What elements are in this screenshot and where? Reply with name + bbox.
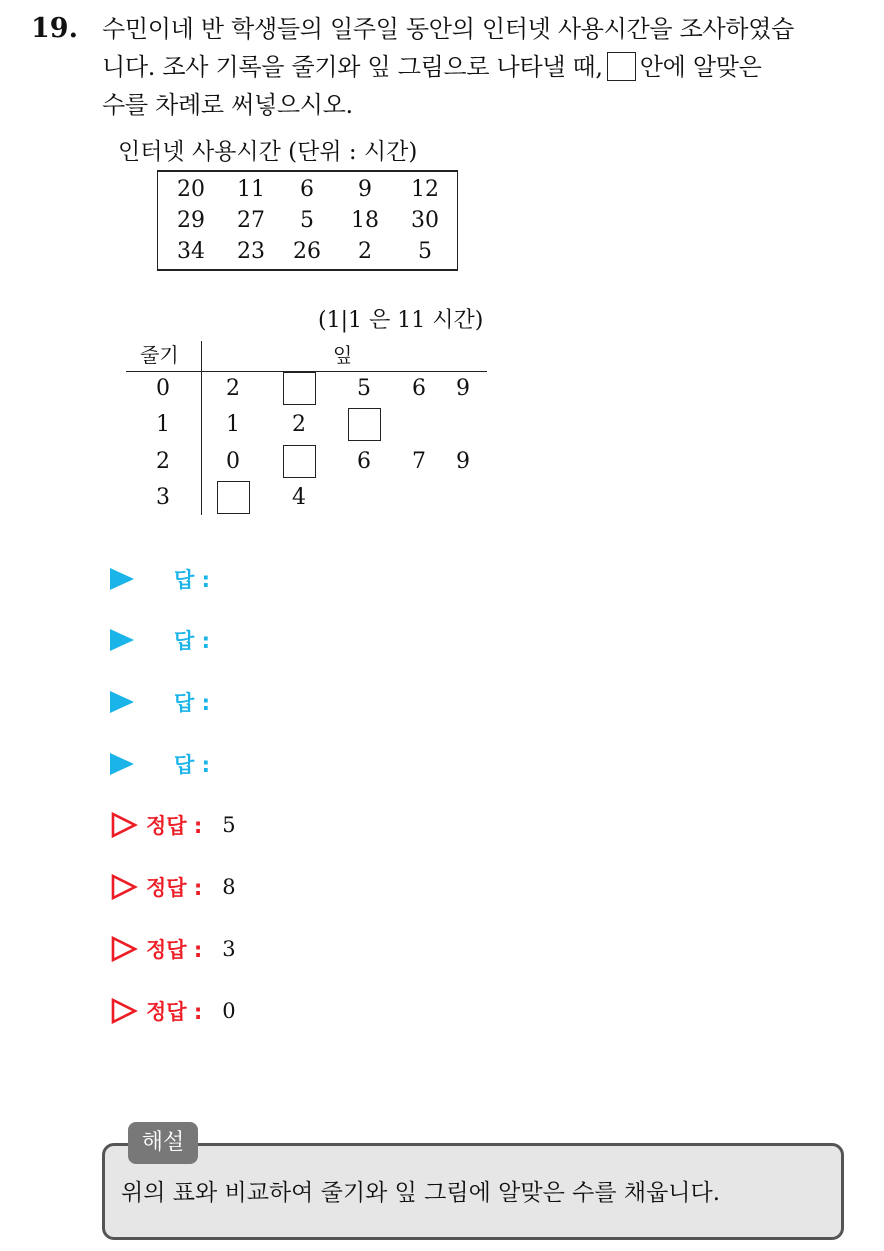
stem-header: 줄기 (140, 343, 179, 367)
leaf: 9 (456, 376, 470, 401)
table-row (158, 236, 457, 267)
leaf-blank-box (348, 408, 381, 441)
table-cell: 20 (177, 177, 205, 202)
table-cell: 11 (237, 177, 265, 202)
correct-answer-label: 정답 : (146, 1000, 203, 1024)
table-cell: 2 (358, 239, 372, 264)
explanation-text: 위의 표와 비교하여 줄기와 잎 그림에 알맞은 수를 채웁니다. (121, 1180, 721, 1206)
leaf: 4 (292, 485, 306, 510)
table-cell: 9 (358, 177, 372, 202)
leaf: 6 (357, 449, 371, 474)
correct-answer-value: 3 (222, 937, 236, 961)
table-cell: 18 (351, 208, 379, 233)
play-arrow-icon (110, 691, 134, 713)
leaf: 6 (412, 376, 426, 401)
correct-answer-label: 정답 : (146, 876, 203, 900)
stem-1: 1 (156, 412, 170, 437)
blank-box-icon (607, 52, 636, 81)
problem-text-line-3: 수를 차례로 써넣으시오. (102, 91, 353, 119)
explanation-tab: 해설 (128, 1122, 198, 1164)
data-table (157, 170, 458, 271)
correct-answer-value: 5 (222, 813, 236, 837)
play-arrow-icon (110, 753, 134, 775)
correct-answer-row (110, 933, 236, 965)
answer-row (110, 686, 210, 718)
table-cell: 27 (237, 208, 265, 233)
stem-3: 3 (156, 485, 170, 510)
answer-label: 답 : (174, 568, 210, 592)
table-cell: 5 (418, 239, 432, 264)
leaf-header: 잎 (333, 343, 353, 367)
leaf-blank-box (217, 481, 250, 514)
correct-answer-value: 0 (222, 999, 236, 1023)
play-arrow-icon (110, 568, 134, 590)
stem-0: 0 (156, 376, 170, 401)
stem-leaf-divider-vertical (201, 341, 202, 515)
answer-row (110, 748, 210, 780)
table-row (158, 174, 457, 205)
problem-text-line-2-start: 니다. 조사 기록을 줄기와 잎 그림으로 나타낼 때, (102, 53, 603, 81)
table-cell: 6 (300, 177, 314, 202)
leaf: 5 (357, 376, 371, 401)
problem-text-line-2-end: 안에 알맞은 (639, 53, 762, 81)
table-cell: 5 (300, 208, 314, 233)
play-arrow-icon (110, 629, 134, 651)
leaf: 9 (456, 449, 470, 474)
table-cell: 34 (177, 239, 205, 264)
answer-label: 답 : (174, 629, 210, 653)
table-row (158, 205, 457, 236)
leaf: 2 (292, 412, 306, 437)
leaf-blank-box (283, 372, 316, 405)
stem-2: 2 (156, 449, 170, 474)
correct-answer-row (110, 809, 236, 841)
outline-triangle-icon (110, 873, 138, 901)
leaf-blank-box (283, 445, 316, 478)
correct-answer-label: 정답 : (146, 814, 203, 838)
correct-answer-value: 8 (222, 875, 236, 899)
leaf: 2 (226, 376, 240, 401)
correct-answer-row (110, 995, 236, 1027)
answer-label: 답 : (174, 691, 210, 715)
outline-triangle-icon (110, 935, 138, 963)
problem-number: 19. (31, 13, 78, 44)
stem-leaf-note: (1|1 은 11 시간) (318, 308, 484, 333)
table-cell: 29 (177, 208, 205, 233)
table-cell: 12 (411, 177, 439, 202)
answer-label: 답 : (174, 753, 210, 777)
answer-row (110, 563, 210, 595)
problem-text-line-1: 수민이네 반 학생들의 일주일 동안의 인터넷 사용시간을 조사하였습 (102, 15, 795, 43)
leaf: 0 (226, 449, 240, 474)
correct-answer-row (110, 871, 236, 903)
leaf: 7 (412, 449, 426, 474)
table-cell: 23 (237, 239, 265, 264)
table-cell: 26 (293, 239, 321, 264)
outline-triangle-icon (110, 811, 138, 839)
answer-row (110, 624, 210, 656)
correct-answer-label: 정답 : (146, 938, 203, 962)
leaf: 1 (226, 412, 240, 437)
problem-text-line-2 (102, 48, 762, 86)
outline-triangle-icon (110, 997, 138, 1025)
table-caption: 인터넷 사용시간 (단위 : 시간) (118, 139, 418, 165)
table-cell: 30 (411, 208, 439, 233)
